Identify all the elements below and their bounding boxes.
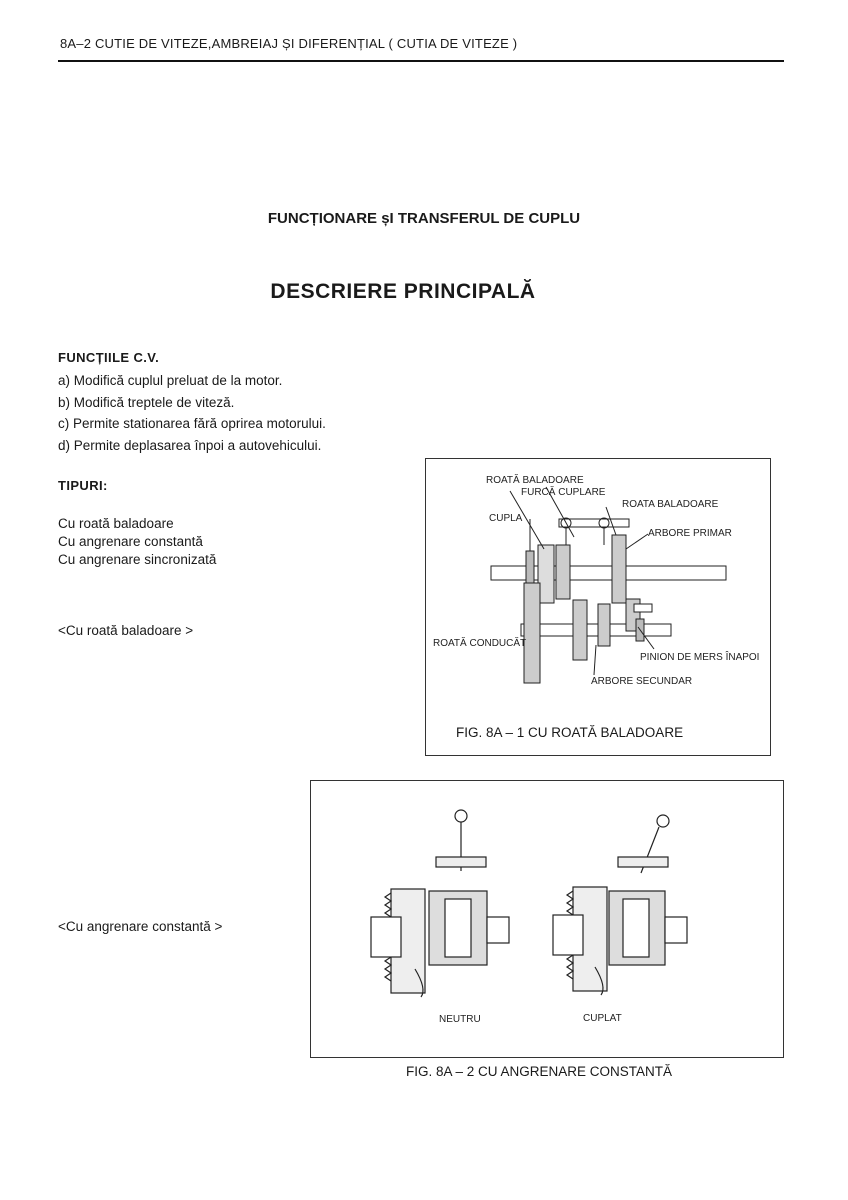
constant-mesh-diagram	[311, 781, 783, 1057]
header-rule	[58, 60, 784, 62]
figure-constant-mesh	[310, 780, 784, 1058]
sliding-gear-diagram	[426, 459, 770, 755]
page-title: DESCRIERE PRINCIPALĂ	[270, 280, 536, 303]
section-heading: FUNCȚIONARE șI TRANSFERUL DE CUPLU	[267, 210, 581, 227]
label-coupling: CUPLA	[489, 513, 523, 524]
label-secondary-shaft: ARBORE SECUNDAR	[591, 676, 693, 687]
list-item: Cu angrenare constantă	[58, 534, 203, 549]
label-coupled: CUPLAT	[583, 1013, 622, 1024]
list-item: d) Permite deplasarea înpoi a autovehicului.	[58, 437, 322, 453]
subsection-constant-mesh: <Cu angrenare constantă >	[58, 919, 223, 934]
list-item: Cu angrenare sincronizată	[58, 552, 217, 567]
subsection-sliding-gear: <Cu roată baladoare >	[58, 623, 194, 638]
list-item: Cu roată baladoare	[58, 516, 174, 531]
label-shift-fork: FURCĂ CUPLARE	[521, 487, 606, 498]
neutral-assembly	[371, 810, 509, 997]
coupled-assembly	[553, 815, 687, 995]
label-neutral: NEUTRU	[439, 1014, 481, 1025]
label-sliding-gear: ROATĂ BALADOARE	[486, 475, 584, 486]
figure-caption: FIG. 8A – 1 CU ROATĂ BALADOARE	[456, 725, 684, 740]
types-heading: TIPURI:	[58, 478, 108, 493]
list-item: c) Permite stationarea fără oprirea motorului.	[58, 416, 326, 431]
label-reverse-pinion: PINION DE MERS ÎNAPOI	[640, 652, 760, 663]
list-item: b) Modifică treptele de viteză.	[58, 394, 235, 410]
label-sliding-gear-2: ROATA BALADOARE	[622, 499, 719, 510]
label-primary-shaft: ARBORE PRIMAR	[648, 528, 732, 539]
functions-heading: FUNCȚIILE C.V.	[58, 350, 160, 365]
types-list	[58, 515, 216, 569]
figure-caption: FIG. 8A – 2 CU ANGRENARE CONSTANTĂ	[406, 1064, 673, 1079]
functions-list	[58, 370, 326, 456]
list-item: a) Modifică cuplul preluat de la motor.	[58, 373, 283, 388]
page-header: 8A–2 CUTIE DE VITEZE,AMBREIAJ ȘI DIFERENȚIAL ( CUTIA DE VITEZE )	[60, 36, 518, 51]
label-driven-gear: ROATĂ CONDUCĂT	[433, 638, 527, 649]
figure-sliding-gear	[425, 458, 771, 756]
